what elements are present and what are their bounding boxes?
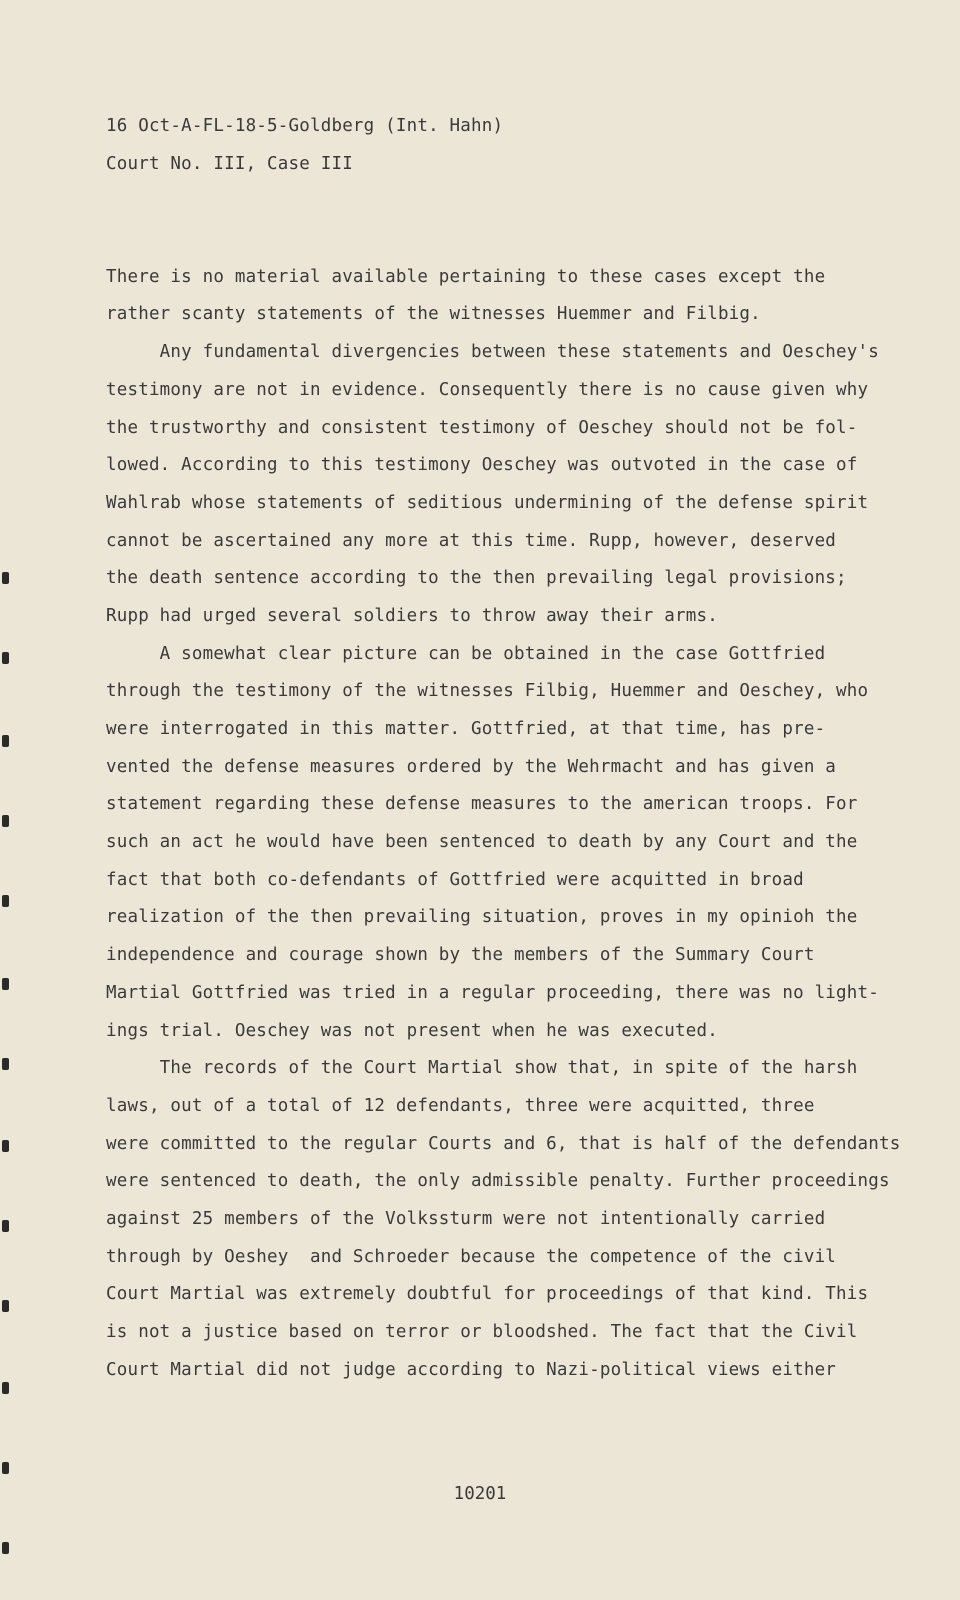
binding-hole: [2, 652, 9, 664]
text-line: There is no material available pertaining to these cases except the: [106, 266, 826, 287]
text-line: were interrogated in this matter. Gottfried, at that time, has pre-: [106, 719, 826, 739]
binding-hole: [2, 978, 9, 990]
paragraph: [106, 636, 879, 1051]
binding-hole: [2, 1058, 9, 1070]
text-line: cannot be ascertained any more at this time. Rupp, however, deserved: [106, 530, 837, 551]
text-line: vented the defense measures ordered by the Wehrmacht and has given a: [106, 756, 837, 777]
text-line: Wahlrab whose statements of seditious undermining of the defense spirit: [106, 492, 869, 513]
text-line: Court Martial was extremely doubtful for proceedings of that kind. This: [106, 1284, 869, 1305]
binding-hole: [2, 735, 9, 747]
binding-hole: [2, 572, 9, 584]
text-line: the trustworthy and consistent testimony of Oeschey should not be fol-: [106, 417, 858, 438]
binding-edge: [0, 0, 14, 1600]
text-line: testimony are not in evidence. Consequently there is no cause given why: [106, 379, 869, 400]
text-line: were committed to the regular Courts and 6, that is half of the defendants: [106, 1133, 901, 1154]
page-number: 10201: [453, 1484, 507, 1504]
document-body: [106, 108, 901, 1389]
text-line: A somewhat clear picture can be obtained in the case Gottfried: [106, 643, 826, 664]
text-line: statement regarding these defense measures to the american troops. For: [106, 794, 858, 815]
text-line: fact that both co-defendants of Gottfried were acquitted in broad: [106, 869, 804, 890]
binding-hole: [2, 1542, 9, 1554]
paragraph: [106, 259, 846, 334]
text-line: Court Martial did not judge according to Nazi-political views either: [106, 1359, 837, 1380]
text-line: through the testimony of the witnesses Filbig, Huemmer and Oeschey, who: [106, 681, 869, 702]
binding-hole: [2, 1300, 9, 1312]
binding-hole: [2, 895, 9, 907]
text-line: rather scanty statements of the witnesses Huemmer and Filbig.: [106, 304, 761, 325]
text-line: such an act he would have been sentenced to death by any Court and the: [106, 832, 858, 853]
binding-hole: [2, 1220, 9, 1232]
text-line: is not a justice based on terror or bloodshed. The fact that the Civil: [106, 1322, 858, 1342]
text-line: laws, out of a total of 12 defendants, three were acquitted, three: [106, 1095, 815, 1116]
text-line: the death sentence according to the then prevailing legal provisions;: [106, 568, 847, 589]
text-line: through by Oeshey and Schroeder because the competence of the civil: [106, 1246, 837, 1267]
text-line: Martial Gottfried was tried in a regular proceeding, there was no light-: [106, 982, 879, 1003]
paragraph: [106, 1050, 901, 1389]
text-line: Rupp had urged several soldiers to throw away their arms.: [106, 605, 718, 626]
text-line: independence and courage shown by the members of the Summary Court: [106, 945, 815, 966]
text-line: ings trial. Oeschey was not present when he was executed.: [106, 1020, 718, 1041]
text-line: realization of the then prevailing situation, proves in my opinioh the: [106, 907, 858, 928]
binding-hole: [2, 1140, 9, 1152]
paragraph: [106, 334, 879, 636]
binding-hole: [2, 1382, 9, 1394]
text-line: Any fundamental divergencies between these statements and Oeschey's: [106, 342, 879, 363]
court-line: Court No. III, Case III: [106, 153, 353, 174]
text-line: The records of the Court Martial show that, in spite of the harsh: [106, 1058, 858, 1079]
text-line: were sentenced to death, the only admissible penalty. Further proceedings: [106, 1171, 890, 1192]
binding-hole: [2, 815, 9, 827]
text-line: against 25 members of the Volkssturm were not intentionally carried: [106, 1208, 826, 1229]
binding-hole: [2, 1462, 9, 1474]
reference-line: 16 Oct-A-FL-18-5-Goldberg (Int. Hahn): [106, 116, 504, 136]
text-line: lowed. According to this testimony Oeschey was outvoted in the case of: [106, 455, 858, 476]
